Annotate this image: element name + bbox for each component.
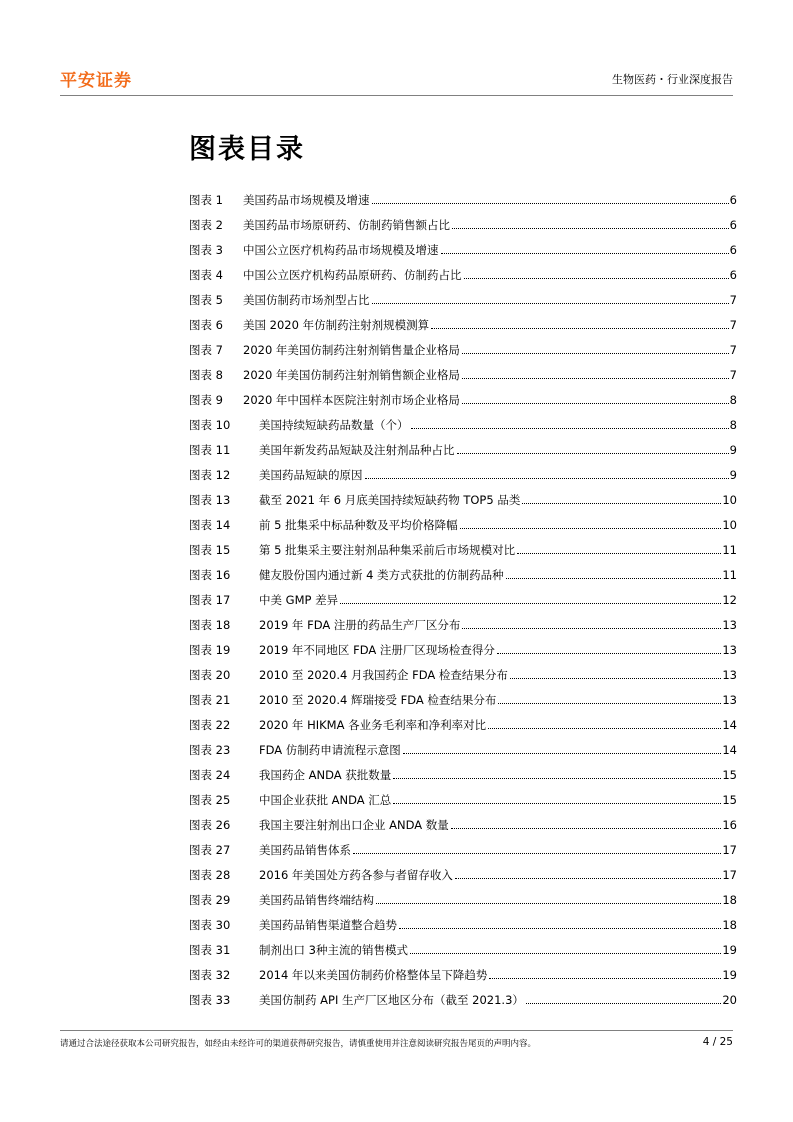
dot-leader [462, 353, 729, 354]
toc-entry-page: 20 [722, 993, 737, 1007]
dot-leader [489, 978, 721, 979]
toc-entry-page: 6 [729, 218, 737, 232]
dot-leader [399, 928, 721, 929]
toc-entry[interactable] [189, 590, 737, 615]
toc-entry-page: 10 [722, 518, 737, 532]
toc-entry-page: 13 [722, 693, 737, 707]
toc-entry-page: 6 [729, 243, 737, 257]
toc-entry[interactable] [189, 465, 737, 490]
toc-entry-title: 中国企业获批 ANDA 汇总 [259, 793, 392, 807]
toc-entry-title: 中美 GMP 差异 [259, 593, 339, 607]
toc-entry-number: 图表 4 [189, 268, 223, 282]
toc-entry-title: FDA 仿制药申请流程示意图 [259, 743, 401, 757]
toc-entry-page: 18 [722, 918, 737, 932]
toc-entry-number: 图表 26 [189, 818, 231, 832]
toc-entry-number: 图表 8 [189, 368, 223, 382]
dot-leader [441, 253, 729, 254]
toc-entry-number: 图表 6 [189, 318, 223, 332]
toc-entry-title: 美国年新发药品短缺及注射剂品种占比 [259, 443, 455, 457]
toc-entry-number: 图表 29 [189, 893, 231, 907]
dot-leader [365, 478, 729, 479]
toc-entry-number: 图表 5 [189, 293, 223, 307]
dot-leader [510, 678, 721, 679]
toc-entry[interactable] [189, 790, 737, 815]
page-title: 图表目录 [189, 134, 305, 165]
toc-entry[interactable] [189, 315, 737, 340]
dot-leader [393, 778, 721, 779]
toc-entry-title: 美国药品销售体系 [259, 843, 351, 857]
toc-entry-number: 图表 22 [189, 718, 231, 732]
toc-entry-number: 图表 14 [189, 518, 231, 532]
toc-entry-title: 2019 年 FDA 注册的药品生产厂区分布 [259, 618, 461, 632]
toc-entry[interactable] [189, 540, 737, 565]
toc-entry-number: 图表 32 [189, 968, 231, 982]
dot-leader [457, 453, 729, 454]
toc-entry-page: 13 [722, 618, 737, 632]
dot-leader [462, 628, 721, 629]
dot-leader [462, 403, 729, 404]
toc-entry-page: 6 [729, 193, 737, 207]
toc-entry-number: 图表 3 [189, 243, 223, 257]
toc-entry-title: 制剂出口 3种主流的销售模式 [259, 943, 408, 957]
footer-divider [60, 1030, 733, 1031]
toc-entry-title: 截至 2021 年 6 月底美国持续短缺药物 TOP5 品类 [259, 493, 521, 507]
toc-entry-page: 13 [722, 668, 737, 682]
dot-leader [498, 703, 721, 704]
dot-leader [452, 228, 729, 229]
toc-entry-page: 16 [722, 818, 737, 832]
toc-entry[interactable] [189, 815, 737, 840]
dot-leader [451, 828, 722, 829]
toc-entry[interactable] [189, 440, 737, 465]
toc-entry[interactable] [189, 565, 737, 590]
dot-leader [403, 753, 722, 754]
dot-leader [393, 803, 721, 804]
toc-entry-number: 图表 20 [189, 668, 231, 682]
toc-entry[interactable] [189, 865, 737, 890]
toc-entry-title: 我国药企 ANDA 获批数量 [259, 768, 392, 782]
toc-entry-page: 17 [722, 843, 737, 857]
toc-entry-page: 6 [729, 268, 737, 282]
dot-leader [488, 728, 721, 729]
toc-entry[interactable] [189, 290, 737, 315]
toc-entry-page: 7 [729, 293, 737, 307]
toc-entry-title: 美国药品短缺的原因 [259, 468, 363, 482]
toc-entry-page: 15 [722, 793, 737, 807]
toc-entry-number: 图表 18 [189, 618, 231, 632]
dot-leader [353, 853, 721, 854]
footer-disclaimer: 请通过合法途径获取本公司研究报告，如经由未经许可的渠道获得研究报告，请慎重使用并注意阅读研究报告尾页的声明内容。 [60, 1039, 537, 1049]
toc-entry-title: 2020 年中国样本医院注射剂市场企业格局 [243, 393, 460, 407]
toc-entry[interactable] [189, 890, 737, 915]
toc-entry[interactable] [189, 765, 737, 790]
toc-entry-title: 前 5 批集采中标品种数及平均价格降幅 [259, 518, 458, 532]
toc-entry-page: 9 [729, 468, 737, 482]
toc-entry[interactable] [189, 490, 737, 515]
toc-entry-page: 7 [729, 368, 737, 382]
dot-leader [517, 553, 721, 554]
toc-entry[interactable] [189, 340, 737, 365]
toc-entry[interactable] [189, 715, 737, 740]
toc-entry-title: 2020 年美国仿制药注射剂销售量企业格局 [243, 343, 460, 357]
toc-entry[interactable] [189, 515, 737, 540]
toc-entry-title: 2020 年 HIKMA 各业务毛利率和净利率对比 [259, 718, 487, 732]
toc-entry-title: 中国公立医疗机构药品原研药、仿制药占比 [243, 268, 462, 282]
toc-entry-number: 图表 16 [189, 568, 231, 582]
dot-leader [411, 428, 729, 429]
toc-entry-number: 图表 33 [189, 993, 231, 1007]
dot-leader [526, 1003, 721, 1004]
toc-entry-title: 2010 至 2020.4 辉瑞接受 FDA 检查结果分布 [259, 693, 497, 707]
toc-entry[interactable] [189, 665, 737, 690]
toc-entry-title: 美国药品销售渠道整合趋势 [259, 918, 397, 932]
page-number: 4 / 25 [702, 1036, 733, 1048]
dot-leader [497, 653, 721, 654]
toc-entry[interactable] [189, 390, 737, 415]
dot-leader [372, 203, 729, 204]
toc-entry-number: 图表 27 [189, 843, 231, 857]
toc-entry-title: 美国仿制药 API 生产厂区地区分布（截至 2021.3） [259, 993, 524, 1007]
toc-entry-number: 图表 25 [189, 793, 231, 807]
report-category: 生物医药・行业深度报告 [612, 73, 733, 86]
toc-entry-page: 8 [729, 393, 737, 407]
toc-entry-title: 2020 年美国仿制药注射剂销售额企业格局 [243, 368, 460, 382]
dot-leader [372, 303, 729, 304]
toc-entry-page: 13 [722, 643, 737, 657]
toc-entry-number: 图表 11 [189, 443, 231, 457]
toc-entry-title: 美国药品销售终端结构 [259, 893, 374, 907]
toc-entry[interactable] [189, 915, 737, 940]
toc-entry-page: 19 [722, 968, 737, 982]
toc-entry-page: 7 [729, 318, 737, 332]
toc-entry-number: 图表 30 [189, 918, 231, 932]
toc-entry[interactable] [189, 990, 737, 1015]
toc-entry[interactable] [189, 840, 737, 865]
header-divider [60, 95, 733, 96]
toc-entry[interactable] [189, 190, 737, 215]
dot-leader [340, 603, 721, 604]
toc-entry-page: 8 [729, 418, 737, 432]
toc-entry-number: 图表 15 [189, 543, 231, 557]
dot-leader [506, 578, 722, 579]
toc-entry-page: 15 [722, 768, 737, 782]
toc-entry[interactable] [189, 415, 737, 440]
toc-entry-title: 2010 至 2020.4 月我国药企 FDA 检查结果分布 [259, 668, 508, 682]
dot-leader [455, 878, 721, 879]
toc-entry-title: 美国仿制药市场剂型占比 [243, 293, 370, 307]
toc-entry-number: 图表 31 [189, 943, 231, 957]
toc-entry-number: 图表 13 [189, 493, 231, 507]
toc-entry-number: 图表 2 [189, 218, 223, 232]
toc-entry-number: 图表 17 [189, 593, 231, 607]
toc-entry-title: 2014 年以来美国仿制药价格整体呈下降趋势 [259, 968, 488, 982]
toc-entry-number: 图表 24 [189, 768, 231, 782]
toc-entry-page: 12 [722, 593, 737, 607]
toc-entry-title: 健友股份国内通过新 4 类方式获批的仿制药品种 [259, 568, 504, 582]
company-logo: 平安证券 [60, 71, 132, 91]
toc-entry[interactable] [189, 965, 737, 990]
page-header [0, 0, 793, 100]
toc-entry-number: 图表 10 [189, 418, 231, 432]
toc-entry-page: 9 [729, 443, 737, 457]
toc-entry-number: 图表 7 [189, 343, 223, 357]
toc-entry-number: 图表 12 [189, 468, 231, 482]
toc-entry-title: 我国主要注射剂出口企业 ANDA 数量 [259, 818, 449, 832]
toc-entry-page: 10 [722, 493, 737, 507]
toc-entry-number: 图表 9 [189, 393, 223, 407]
toc-entry-number: 图表 1 [189, 193, 223, 207]
table-of-figures [189, 190, 737, 1015]
toc-entry-title: 中国公立医疗机构药品市场规模及增速 [243, 243, 439, 257]
toc-entry-title: 第 5 批集采主要注射剂品种集采前后市场规模对比 [259, 543, 516, 557]
dot-leader [464, 278, 729, 279]
dot-leader [376, 903, 721, 904]
toc-entry[interactable] [189, 615, 737, 640]
toc-entry-page: 14 [722, 718, 737, 732]
toc-entry-page: 18 [722, 893, 737, 907]
dot-leader [522, 503, 721, 504]
toc-entry[interactable] [189, 940, 737, 965]
dot-leader [410, 953, 721, 954]
toc-entry-page: 11 [722, 568, 737, 582]
toc-entry-page: 17 [722, 868, 737, 882]
toc-entry-number: 图表 21 [189, 693, 231, 707]
toc-entry-page: 19 [722, 943, 737, 957]
toc-entry-title: 美国 2020 年仿制药注射剂规模测算 [243, 318, 430, 332]
toc-entry[interactable] [189, 240, 737, 265]
dot-leader [462, 378, 729, 379]
toc-entry[interactable] [189, 690, 737, 715]
toc-entry-title: 美国持续短缺药品数量（个） [259, 418, 409, 432]
toc-entry-number: 图表 28 [189, 868, 231, 882]
toc-entry[interactable] [189, 365, 737, 390]
toc-entry-title: 2019 年不同地区 FDA 注册厂区现场检查得分 [259, 643, 495, 657]
toc-entry[interactable] [189, 740, 737, 765]
toc-entry[interactable] [189, 640, 737, 665]
dot-leader [460, 528, 722, 529]
toc-entry-page: 14 [722, 743, 737, 757]
toc-entry-title: 美国药品市场原研药、仿制药销售额占比 [243, 218, 450, 232]
toc-entry-title: 美国药品市场规模及增速 [243, 193, 370, 207]
dot-leader [431, 328, 729, 329]
toc-entry-title: 2016 年美国处方药各参与者留存收入 [259, 868, 453, 882]
toc-entry[interactable] [189, 215, 737, 240]
toc-entry-page: 11 [722, 543, 737, 557]
toc-entry-page: 7 [729, 343, 737, 357]
toc-entry[interactable] [189, 265, 737, 290]
toc-entry-number: 图表 19 [189, 643, 231, 657]
toc-entry-number: 图表 23 [189, 743, 231, 757]
